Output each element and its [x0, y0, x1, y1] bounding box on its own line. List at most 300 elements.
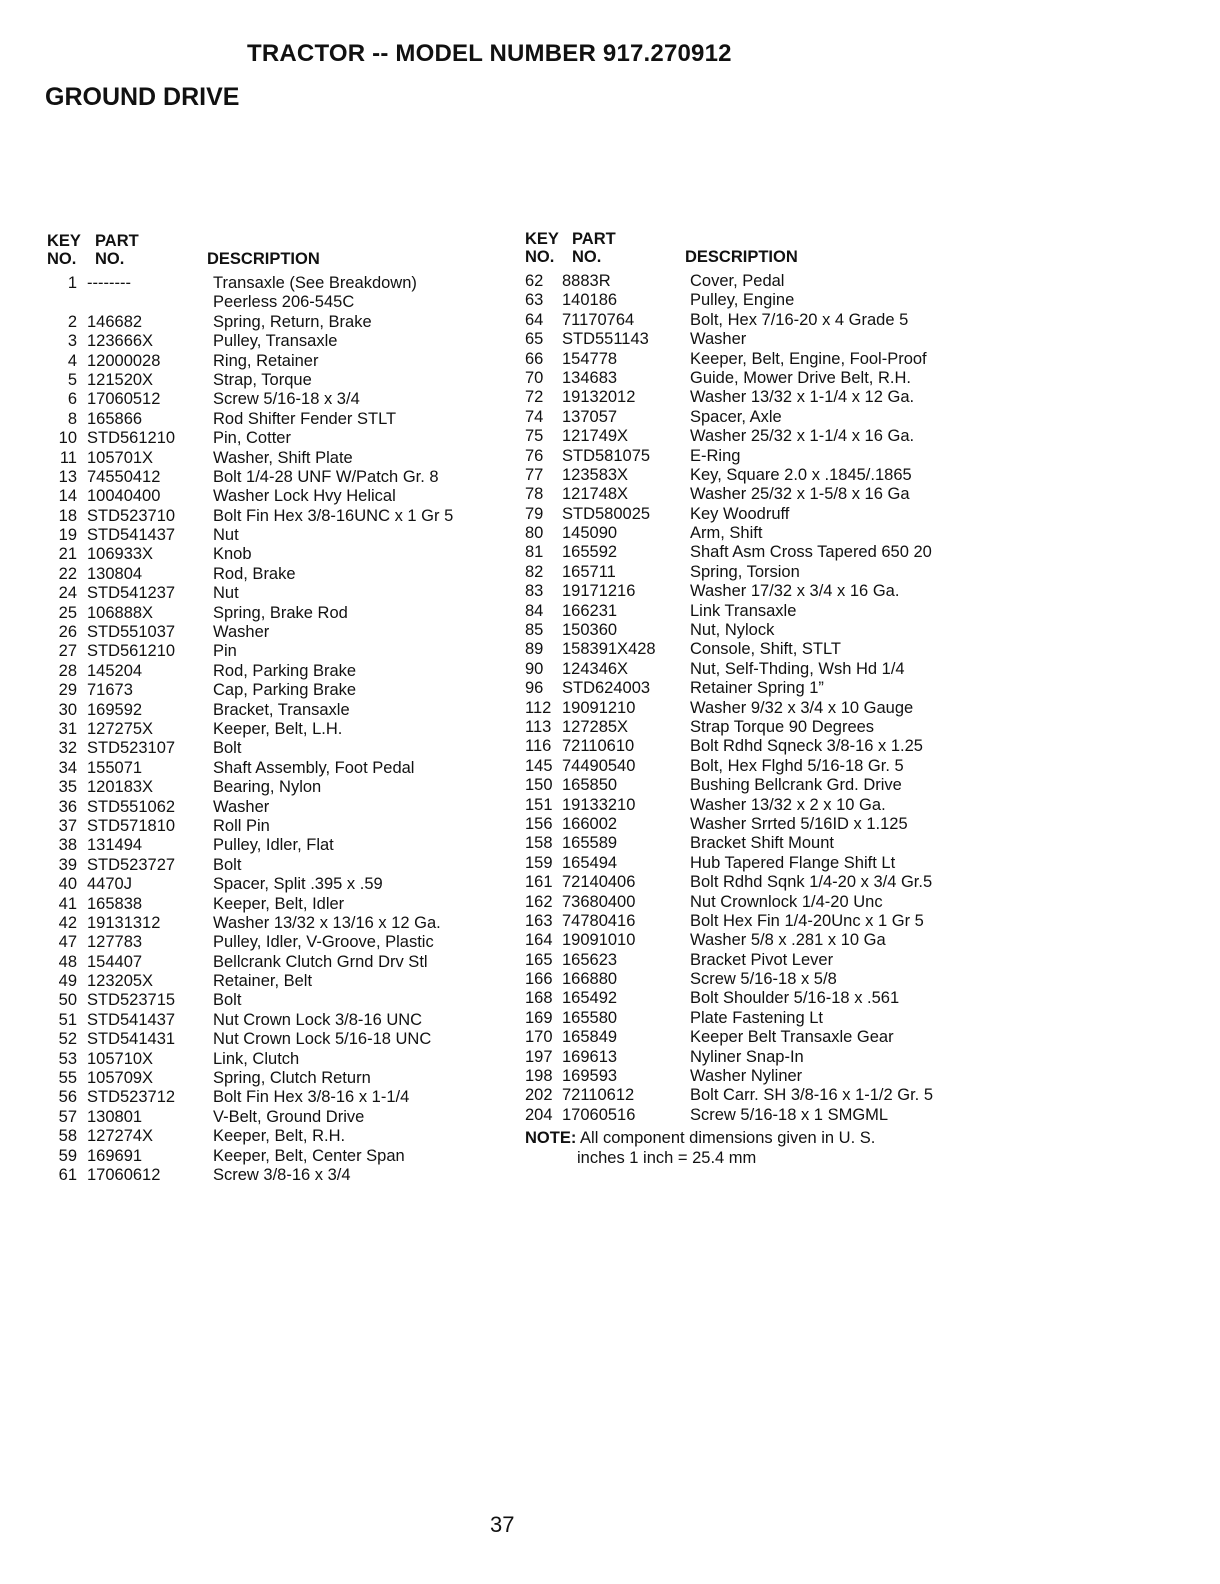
part-description: Bellcrank Clutch Grnd Drv Stl	[213, 952, 428, 971]
part-number: STD541437	[87, 526, 176, 545]
key-number: 158	[525, 834, 553, 853]
key-number: 169	[525, 1008, 553, 1027]
key-number: 168	[525, 989, 553, 1008]
part-number: 10040400	[87, 487, 161, 506]
key-number: 84	[525, 601, 544, 620]
part-number: 72110610	[562, 737, 635, 756]
table-row	[525, 524, 985, 543]
part-number: STD561210	[87, 429, 176, 448]
part-description: Bolt 1/4-28 UNF W/Patch Gr. 8	[213, 467, 439, 486]
part-number: 165623	[562, 950, 618, 969]
part-description: Bolt Shoulder 5/16-18 x .561	[690, 989, 900, 1008]
table-row	[525, 699, 985, 718]
part-description: Washer, Shift Plate	[213, 448, 353, 467]
key-number: 1	[67, 274, 77, 292]
table-row	[525, 757, 985, 776]
part-number: 123583X	[562, 465, 629, 484]
key-number: 57	[58, 1107, 77, 1126]
part-number: 140186	[562, 291, 618, 310]
table-header	[47, 232, 517, 274]
part-number: STD523715	[87, 991, 176, 1010]
key-number: 49	[58, 972, 77, 991]
table-row	[525, 912, 985, 931]
part-description: Nut	[213, 584, 239, 603]
key-number: 80	[525, 524, 544, 543]
part-number: 169593	[562, 1067, 618, 1086]
key-number: 150	[525, 776, 553, 795]
part-number: 165492	[562, 989, 618, 1008]
table-row	[47, 914, 517, 933]
key-number: 13	[58, 467, 77, 486]
header-description: DESCRIPTION	[207, 250, 320, 268]
part-description: Nut Crown Lock 3/8-16 UNC	[213, 1010, 423, 1029]
part-number: 19132012	[562, 388, 636, 407]
key-number: 5	[67, 370, 77, 389]
table-row	[525, 272, 985, 291]
key-number: 55	[58, 1069, 77, 1088]
part-description: Washer Srrted 5/16ID x 1.125	[690, 814, 908, 833]
part-number: STD523727	[87, 855, 176, 874]
part-description: Spacer, Split .395 x .59	[213, 875, 383, 894]
key-number: 48	[58, 952, 77, 971]
table-row	[47, 468, 517, 487]
table-row	[47, 623, 517, 642]
part-number: 123205X	[87, 972, 154, 991]
part-description: Keeper, Belt, Center Span	[213, 1146, 405, 1165]
key-number: 202	[525, 1086, 553, 1105]
part-number: 165580	[562, 1008, 618, 1027]
part-description: Keeper Belt Transaxle Gear	[690, 1028, 894, 1047]
part-description: Keeper, Belt, L.H.	[213, 719, 343, 738]
part-number: 165850	[562, 776, 618, 795]
part-description: Nut, Self-Thding, Wsh Hd 1/4	[690, 659, 905, 678]
table-row	[47, 274, 517, 293]
part-number: 121749X	[562, 427, 629, 446]
key-number: 42	[58, 913, 77, 932]
key-number: 22	[58, 564, 77, 583]
table-row	[525, 1048, 985, 1067]
table-row	[525, 388, 985, 407]
part-description: Strap Torque 90 Degrees	[690, 717, 875, 736]
part-number: STD551062	[87, 797, 176, 816]
part-number: 19131312	[87, 913, 161, 932]
table-row	[525, 893, 985, 912]
key-number: 162	[525, 892, 553, 911]
key-number: 51	[58, 1010, 77, 1029]
part-number: 74550412	[87, 467, 161, 486]
part-number: 145204	[87, 661, 143, 680]
part-number: 146682	[87, 312, 143, 331]
table-row	[525, 1086, 985, 1105]
part-description: Bolt	[213, 991, 242, 1010]
part-description: Washer 9/32 x 3/4 x 10 Gauge	[690, 698, 914, 717]
table-row	[525, 369, 985, 388]
part-description: Roll Pin	[213, 816, 270, 835]
key-number: 37	[58, 816, 77, 835]
section-title: GROUND DRIVE	[45, 83, 240, 111]
table-row	[47, 778, 517, 797]
part-description: Screw 3/8-16 x 3/4	[213, 1165, 351, 1184]
table-row	[525, 485, 985, 504]
table-row	[47, 545, 517, 564]
table-row	[525, 543, 985, 562]
header-key: KEY	[47, 232, 81, 250]
part-number: 124346X	[562, 659, 629, 678]
table-row	[47, 1147, 517, 1166]
header-key-no: NO.	[47, 250, 77, 268]
part-number: 17060516	[562, 1105, 636, 1124]
key-number: 27	[58, 642, 77, 661]
key-number: 2	[67, 312, 77, 331]
part-description: Bolt Carr. SH 3/8-16 x 1-1/2 Gr. 5	[690, 1086, 934, 1105]
table-header	[525, 230, 985, 272]
key-number: 159	[525, 853, 553, 872]
table-row	[525, 1009, 985, 1028]
table-row	[47, 1011, 517, 1030]
key-number: 26	[58, 623, 77, 642]
part-number: 105710X	[87, 1049, 154, 1068]
part-number: 127274X	[87, 1127, 154, 1146]
part-description: Bracket Pivot Lever	[690, 950, 834, 969]
note-line-2: inches 1 inch = 25.4 mm	[577, 1148, 757, 1167]
part-number: STD561210	[87, 642, 176, 661]
key-number: 198	[525, 1067, 553, 1086]
table-row	[47, 1069, 517, 1088]
key-number: 90	[525, 659, 544, 678]
table-row	[525, 408, 985, 427]
part-description: Bolt Hex Fin 1/4-20Unc x 1 Gr 5	[690, 911, 924, 930]
table-row	[47, 1050, 517, 1069]
part-number: 131494	[87, 836, 143, 855]
parts-list-right	[525, 272, 985, 1125]
part-number: STD551143	[562, 330, 649, 349]
part-description: Washer 25/32 x 1-5/8 x 16 Ga	[690, 485, 910, 504]
part-description: Transaxle (See Breakdown)	[213, 274, 417, 292]
key-number: 24	[58, 584, 77, 603]
table-row	[525, 350, 985, 369]
table-row	[47, 1030, 517, 1049]
table-row	[47, 933, 517, 952]
key-number: 83	[525, 582, 544, 601]
part-number: 155071	[87, 758, 143, 777]
page-title: TRACTOR -- MODEL NUMBER 917.270912	[247, 40, 732, 67]
header-description: DESCRIPTION	[685, 248, 798, 266]
table-row	[47, 390, 517, 409]
part-description: Bolt, Hex Flghd 5/16-18 Gr. 5	[690, 756, 904, 775]
header-part: PART	[95, 232, 139, 250]
part-description: Ring, Retainer	[213, 351, 319, 370]
part-number: 17060512	[87, 390, 161, 409]
part-description: Spring, Return, Brake	[213, 312, 372, 331]
part-description: Screw 5/16-18 x 1 SMGML	[690, 1105, 889, 1124]
part-number: 165711	[562, 562, 616, 581]
table-row	[525, 427, 985, 446]
part-description: Pulley, Idler, V-Groove, Plastic	[213, 933, 434, 952]
table-row	[525, 1106, 985, 1125]
part-description: Rod, Parking Brake	[213, 661, 357, 680]
part-description: Washer Lock Hvy Helical	[213, 487, 396, 506]
table-row	[525, 989, 985, 1008]
part-number: 120183X	[87, 778, 154, 797]
part-description: Spacer, Axle	[690, 407, 782, 426]
part-number: 169613	[562, 1047, 618, 1066]
part-description: Bracket, Transaxle	[213, 700, 350, 719]
part-description: Keeper, Belt, Engine, Fool-Proof	[690, 349, 927, 368]
part-description: Console, Shift, STLT	[690, 640, 842, 659]
key-number: 65	[525, 330, 544, 349]
part-number: 165589	[562, 834, 618, 853]
table-row	[525, 737, 985, 756]
table-row	[47, 429, 517, 448]
key-number: 76	[525, 446, 544, 465]
part-description: Bearing, Nylon	[213, 778, 322, 797]
key-number: 18	[58, 506, 77, 525]
key-number: 50	[58, 991, 77, 1010]
part-description: Nut, Nylock	[690, 621, 775, 640]
part-number: 166880	[562, 970, 618, 989]
part-number: 169592	[87, 700, 143, 719]
part-description: Shaft Asm Cross Tapered 650 20	[690, 543, 932, 562]
table-row	[47, 1127, 517, 1146]
part-number: 74780416	[562, 911, 636, 930]
part-description: Hub Tapered Flange Shift Lt	[690, 853, 896, 872]
key-number: 4	[67, 351, 77, 370]
key-number: 163	[525, 911, 553, 930]
key-number: 145	[525, 756, 553, 775]
key-number: 74	[525, 407, 544, 426]
part-description: Cover, Pedal	[690, 272, 785, 290]
part-number: 165592	[562, 543, 618, 562]
key-number: 164	[525, 931, 553, 950]
part-description: Bolt, Hex 7/16-20 x 4 Grade 5	[690, 310, 909, 329]
key-number: 36	[58, 797, 77, 816]
table-row	[525, 660, 985, 679]
table-row	[525, 873, 985, 892]
part-number: STD523712	[87, 1088, 176, 1107]
part-description: Pulley, Transaxle	[213, 332, 338, 351]
part-number: 17060612	[87, 1165, 161, 1184]
part-number: 137057	[562, 407, 618, 426]
table-row	[47, 449, 517, 468]
part-description: Strap, Torque	[213, 370, 312, 389]
part-description: Pulley, Idler, Flat	[213, 836, 334, 855]
key-number: 170	[525, 1028, 553, 1047]
parts-table-left	[47, 232, 517, 1185]
table-row	[525, 640, 985, 659]
part-description: Spring, Torsion	[690, 562, 800, 581]
key-number: 81	[525, 543, 544, 562]
part-description: Screw 5/16-18 x 3/4	[213, 390, 360, 409]
part-number: 154778	[562, 349, 618, 368]
table-row	[47, 836, 517, 855]
key-number: 30	[58, 700, 77, 719]
table-row	[525, 679, 985, 698]
table-row	[47, 507, 517, 526]
table-row	[47, 720, 517, 739]
header-part-no: NO.	[95, 250, 125, 268]
table-row	[47, 856, 517, 875]
part-description: Keeper, Belt, Idler	[213, 894, 345, 913]
part-description: Washer	[690, 330, 747, 349]
key-number: 34	[58, 758, 77, 777]
table-row	[47, 662, 517, 681]
part-number: STD551037	[87, 623, 176, 642]
note-line-1: All component dimensions given in U. S.	[580, 1129, 876, 1148]
part-description: Bolt Rdhd Sqneck 3/8-16 x 1.25	[690, 737, 923, 756]
part-number: 74490540	[562, 756, 636, 775]
key-number: 3	[67, 332, 77, 351]
table-row	[525, 621, 985, 640]
key-number: 10	[58, 429, 77, 448]
table-row	[47, 895, 517, 914]
part-number: STD541431	[87, 1030, 176, 1049]
part-description: Washer 25/32 x 1-1/4 x 16 Ga.	[690, 427, 915, 446]
part-description: Pin, Cotter	[213, 429, 291, 448]
part-number: 121520X	[87, 370, 154, 389]
key-number: 112	[525, 698, 552, 717]
key-number: 204	[525, 1105, 553, 1124]
key-number: 62	[525, 272, 544, 290]
part-number: 71170764	[562, 310, 635, 329]
part-description: Plate Fastening Lt	[690, 1008, 823, 1027]
key-number: 197	[525, 1047, 553, 1066]
key-number: 28	[58, 661, 77, 680]
part-description: Bolt Fin Hex 3/8-16 x 1-1/4	[213, 1088, 410, 1107]
table-row	[525, 718, 985, 737]
part-description: Screw 5/16-18 x 5/8	[690, 970, 837, 989]
table-row	[47, 681, 517, 700]
part-description: Spring, Brake Rod	[213, 603, 348, 622]
part-description: Key Woodruff	[690, 504, 790, 523]
table-row	[525, 330, 985, 349]
key-number: 85	[525, 621, 544, 640]
key-number: 66	[525, 349, 544, 368]
table-row	[47, 371, 517, 390]
key-number: 19	[58, 526, 77, 545]
part-number: 19133210	[562, 795, 636, 814]
part-description: Bracket Shift Mount	[690, 834, 834, 853]
key-number: 21	[58, 545, 77, 564]
key-number: 52	[58, 1030, 77, 1049]
key-number: 41	[58, 894, 77, 913]
table-row	[47, 584, 517, 603]
table-row	[525, 796, 985, 815]
part-description: Rod, Brake	[213, 564, 296, 583]
key-number: 64	[525, 310, 544, 329]
part-description: Guide, Mower Drive Belt, R.H.	[690, 368, 911, 387]
table-row	[47, 313, 517, 332]
table-row	[525, 970, 985, 989]
table-row	[47, 1108, 517, 1127]
part-description: Washer 13/32 x 13/16 x 12 Ga.	[213, 913, 441, 932]
key-number: 32	[58, 739, 77, 758]
table-row	[47, 526, 517, 545]
part-description: V-Belt, Ground Drive	[213, 1107, 365, 1126]
part-number: 130804	[87, 564, 143, 583]
part-description: Washer 5/8 x .281 x 10 Ga	[690, 931, 886, 950]
key-number: 59	[58, 1146, 77, 1165]
table-row	[525, 815, 985, 834]
part-description: Washer Nyliner	[690, 1067, 803, 1086]
key-number: 56	[58, 1088, 77, 1107]
key-number: 8	[67, 409, 77, 428]
part-description: Retainer Spring 1”	[690, 679, 824, 698]
key-number: 89	[525, 640, 544, 659]
part-description: Link Transaxle	[690, 601, 797, 620]
table-row	[525, 854, 985, 873]
key-number: 39	[58, 855, 77, 874]
key-number: 161	[525, 873, 553, 892]
table-row	[47, 1088, 517, 1107]
part-number: 105701X	[87, 448, 154, 467]
parts-table-right	[525, 230, 985, 1168]
table-row	[47, 565, 517, 584]
table-row	[525, 834, 985, 853]
table-row	[47, 817, 517, 836]
part-number: 73680400	[562, 892, 636, 911]
part-number: 71673	[87, 681, 133, 700]
part-description: Pin	[213, 642, 237, 661]
part-number: 106933X	[87, 545, 154, 564]
table-row	[47, 487, 517, 506]
part-number: 123666X	[87, 332, 154, 351]
part-number: 127783	[87, 933, 143, 952]
key-number: 6	[67, 390, 77, 409]
part-description: Retainer, Belt	[213, 972, 313, 991]
key-number: 72	[525, 388, 544, 407]
note-label: NOTE:	[525, 1129, 577, 1148]
key-number: 63	[525, 291, 544, 310]
key-number: 29	[58, 681, 77, 700]
part-number: 165849	[562, 1028, 618, 1047]
part-description: Washer	[213, 623, 270, 642]
part-number: 130801	[87, 1107, 143, 1126]
part-description: Bushing Bellcrank Grd. Drive	[690, 776, 902, 795]
table-row	[47, 798, 517, 817]
table-row	[525, 582, 985, 601]
header-part-no: NO.	[572, 248, 602, 266]
part-number: 165494	[562, 853, 618, 872]
key-number: 82	[525, 562, 544, 581]
part-number: 145090	[562, 524, 618, 543]
part-description: Bolt Fin Hex 3/8-16UNC x 1 Gr 5	[213, 506, 454, 525]
part-description: Washer	[213, 797, 270, 816]
part-description: Nut Crownlock 1/4-20 Unc	[690, 892, 883, 911]
part-number: 165866	[87, 409, 143, 428]
key-number: 61	[58, 1165, 77, 1184]
part-number: 12000028	[87, 351, 161, 370]
part-number: 150360	[562, 621, 618, 640]
part-description: Key, Square 2.0 x .1845/.1865	[690, 465, 912, 484]
part-number: STD580025	[562, 504, 651, 523]
table-row	[47, 332, 517, 351]
part-description: Bolt	[213, 739, 242, 758]
table-row	[525, 931, 985, 950]
part-number: 19171216	[562, 582, 636, 601]
key-number: 78	[525, 485, 544, 504]
part-description: Bolt Rdhd Sqnk 1/4-20 x 3/4 Gr.5	[690, 873, 933, 892]
table-row	[47, 1166, 517, 1185]
table-row	[525, 505, 985, 524]
key-number: 53	[58, 1049, 77, 1068]
part-description: Keeper, Belt, R.H.	[213, 1127, 346, 1146]
part-number: 154407	[87, 952, 143, 971]
key-number: 77	[525, 465, 544, 484]
table-row	[47, 701, 517, 720]
part-number: 19091210	[562, 698, 636, 717]
header-part: PART	[572, 230, 616, 248]
part-description: Nut	[213, 526, 239, 545]
